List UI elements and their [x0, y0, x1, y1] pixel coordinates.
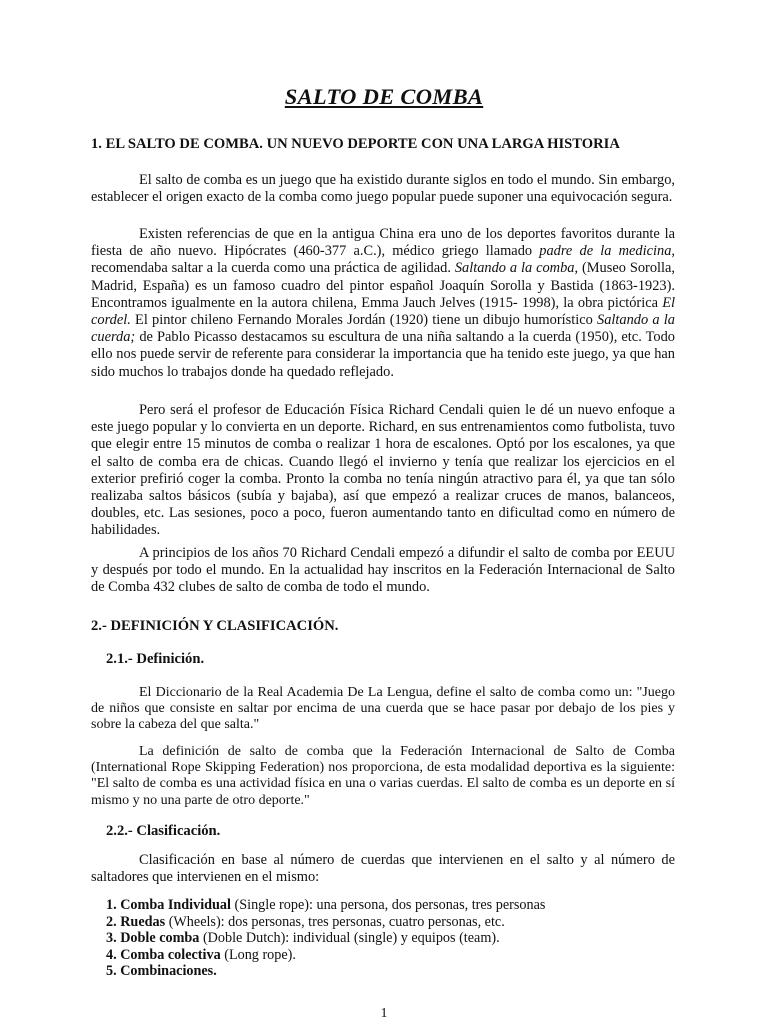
list-item: [106, 897, 545, 914]
p2-text-1: Existen referencias de que en la antigua China era uno de los deportes favoritos durante la fiesta de año nuevo. Hipócrates (460-377 a.C.), médico griego llamado: [91, 226, 675, 260]
list-item-description: (Wheels): dos personas, tres personas, cuatro personas, etc.: [165, 913, 505, 930]
list-item: [106, 963, 545, 980]
list-item-number: 4.: [106, 946, 117, 963]
definition-paragraph-1: El Diccionario de la Real Academia De La Lengua, define el salto de comba como un: "Juego de niños que consiste en saltar por encima de una cuerda que se hace pasar por debajo de los pies y sobre la cabeza del que salta.": [91, 685, 675, 733]
section-1-paragraph-2: [91, 226, 675, 381]
page-number: 1: [380, 1006, 388, 1021]
list-item-description: (Doble Dutch): individual (single) y equipos (team).: [199, 930, 500, 946]
classification-list: [106, 897, 545, 980]
list-item-term: Combinaciones.: [120, 963, 217, 979]
classification-paragraph: Clasificación en base al número de cuerdas que intervienen en el salto y al número de saltadores que intervienen en el mismo:: [91, 852, 675, 886]
document-title: SALTO DE COMBA: [284, 84, 484, 109]
list-item: [106, 930, 545, 947]
list-item-description: (Long rope).: [220, 946, 296, 963]
list-item-number: 1.: [106, 897, 117, 913]
p2-italic-4: Saltando a la cuerda;: [91, 312, 675, 346]
section-1-paragraph-4: A principios de los años 70 Richard Cendali empezó a difundir el salto de comba por EEUU y después por todo el mundo. En la actualidad hay inscritos en la Federación Internacional de Salto de Comba 432 clubes de salto de comba de todo el mundo.: [91, 545, 675, 596]
p2-italic-2: Saltando a la comba: [454, 260, 575, 277]
list-item-term: Comba Individual: [120, 897, 231, 913]
list-item-term: Comba colectiva: [120, 946, 221, 963]
section-2-heading: 2.- DEFINICIÓN Y CLASIFICACIÓN.: [91, 618, 339, 634]
list-item: [106, 914, 545, 931]
p2-italic-1: padre de la medicina: [539, 243, 672, 260]
list-item-term: Ruedas: [120, 913, 166, 930]
list-item-number: 2.: [106, 913, 117, 930]
section-1-heading: 1. EL SALTO DE COMBA. UN NUEVO DEPORTE CON UNA LARGA HISTORIA: [91, 136, 620, 152]
p2-text-2: , recomendaba saltar a la cuerda como una práctica de agilidad.: [91, 243, 676, 277]
p2-text-4: El pintor chileno Fernando Morales Jordán (1920) tiene un dibujo humorístico: [130, 312, 597, 329]
list-item-number: 3.: [106, 930, 117, 946]
list-item: [106, 947, 545, 964]
subsection-2-2-heading: 2.2.- Clasificación.: [106, 823, 221, 839]
definition-paragraph-2: La definición de salto de comba que la Federación Internacional de Salto de Comba (International Rope Skipping Federation) nos proporciona, de esta modalidad deportiva es la siguiente: "El salto de comba es una actividad física en una o varias cuerdas. El salto de comba es un deporte en sí mismo y no una parte de otro deporte.": [91, 744, 675, 808]
list-item-description: (Single rope): una persona, dos personas, tres personas: [230, 897, 546, 913]
p2-italic-3: El cordel.: [91, 294, 675, 329]
list-item-term: Doble comba: [120, 930, 200, 946]
section-1-paragraph-1: El salto de comba es un juego que ha existido durante siglos en todo el mundo. Sin embargo, establecer el origen exacto de la comba como juego popular puede suponer una equivocación segura.: [91, 172, 675, 206]
list-item-number: 5.: [106, 963, 117, 979]
subsection-2-1-heading: 2.1.- Definición.: [106, 651, 205, 667]
p2-text-3: , (Museo Sorolla, Madrid, España) es un famoso cuadro del pintor español Joaquín Sorolla y Bastida (1863-1923). Encontramos igualmente en la autora chilena, Emma Jauch Jelves (1915- 1998), la obra pictórica: [91, 260, 676, 311]
p2-text-5: de Pablo Picasso destacamos su escultura de una niña saltando a la cuerda (1950), etc. Todo ello nos puede servir de referente para considerar la importancia que ha tenido este juego, ya que han sido muchos lo trabajos donde ha quedado reflejado.: [91, 329, 675, 380]
section-1-paragraph-3: Pero será el profesor de Educación Física Richard Cendali quien le dé un nuevo enfoque a este juego popular y lo convierta en un deporte. Richard, en sus entrenamientos como futbolista, tuvo que elegir entre 15 minutos de comba o realizar 1 hora de escalones. Optó por los escalones, ya que el salto de comba era de chicas. Cuando llegó el invierno y tenía que realizar los ejercicios en el exterior prefirió coger la comba. Pronto la comba no tenía ningún atractivo para él, ya que tan sólo realizaba saltos básicos (subía y bajaba), así que empezó a realizar cruces de manos, balanceos, doubles, etc. Las sesiones, poco a poco, fueron aumentando tanto en dificultad como en número de habilidades.: [91, 402, 675, 539]
